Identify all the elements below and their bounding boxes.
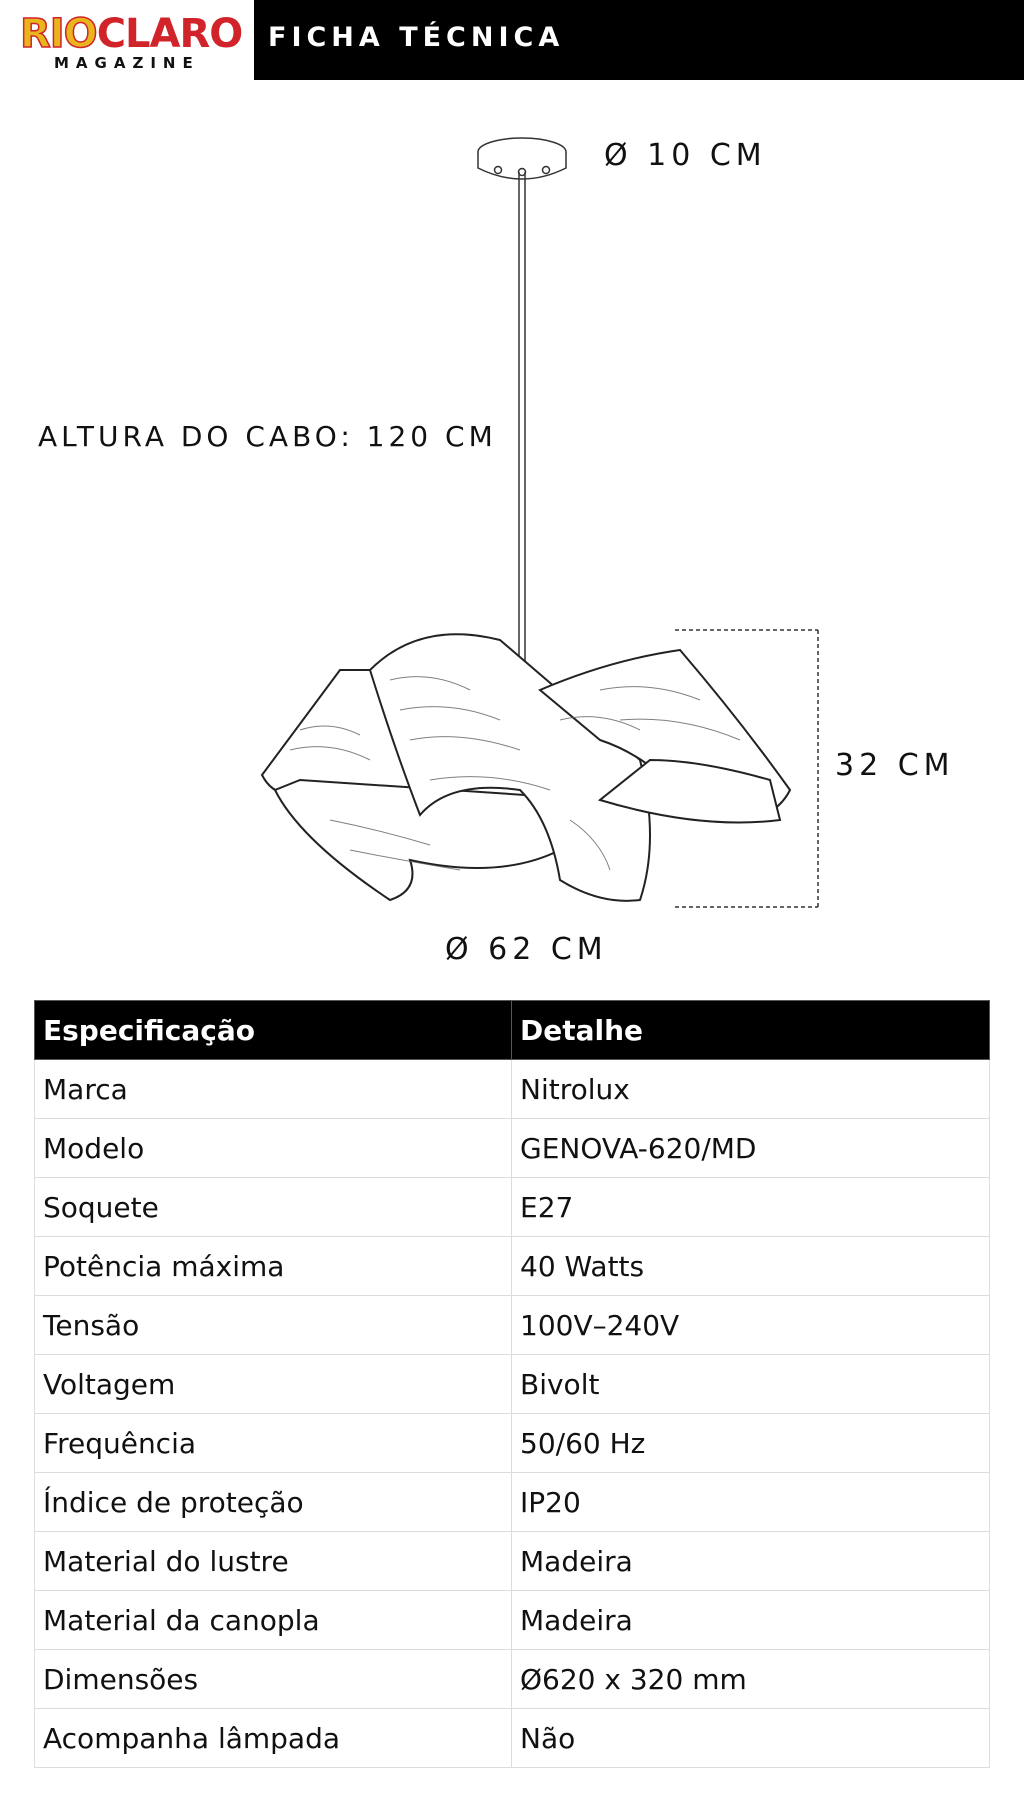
logo-subtitle: MAGAZINE xyxy=(54,54,200,72)
spec-label: Tensão xyxy=(35,1296,512,1355)
spec-value: Madeira xyxy=(512,1591,990,1650)
table-row xyxy=(35,1591,990,1650)
spec-value: IP20 xyxy=(512,1473,990,1532)
header xyxy=(0,0,1024,80)
table-row xyxy=(35,1709,990,1768)
page-title: FICHA TÉCNICA xyxy=(268,22,565,53)
spec-label: Voltagem xyxy=(35,1355,512,1414)
spec-value: GENOVA-620/MD xyxy=(512,1119,990,1178)
spec-label: Marca xyxy=(35,1060,512,1119)
cable xyxy=(519,172,525,670)
lamp-illustration xyxy=(0,80,1024,980)
spec-label: Frequência xyxy=(35,1414,512,1473)
table-row xyxy=(35,1237,990,1296)
spec-label: Material da canopla xyxy=(35,1591,512,1650)
shade-height-label: 32 CM xyxy=(835,748,955,783)
table-row xyxy=(35,1355,990,1414)
shade-diameter-label: Ø 62 CM xyxy=(445,932,608,967)
spec-label: Potência máxima xyxy=(35,1237,512,1296)
table-row xyxy=(35,1532,990,1591)
table-row xyxy=(35,1473,990,1532)
spec-label: Acompanha lâmpada xyxy=(35,1709,512,1768)
logo-wordmark xyxy=(20,12,242,56)
spec-table xyxy=(34,1000,990,1768)
table-row xyxy=(35,1296,990,1355)
logo-part-claro: CLARO xyxy=(96,11,243,57)
table-row xyxy=(35,1119,990,1178)
spec-value: Não xyxy=(512,1709,990,1768)
cable-height-label: ALTURA DO CABO: 120 CM xyxy=(38,420,497,453)
logo-part-rio: RIO xyxy=(20,11,97,57)
column-header-specification: Especificação xyxy=(35,1001,512,1060)
brand-logo[interactable] xyxy=(0,0,254,80)
spec-label: Material do lustre xyxy=(35,1532,512,1591)
lamp-shade xyxy=(262,634,790,901)
spec-value: 50/60 Hz xyxy=(512,1414,990,1473)
spec-value: Ø620 x 320 mm xyxy=(512,1650,990,1709)
spec-table-header xyxy=(35,1001,990,1060)
spec-value: 100V–240V xyxy=(512,1296,990,1355)
canopy-icon xyxy=(478,138,566,179)
spec-value: Madeira xyxy=(512,1532,990,1591)
spec-value: Nitrolux xyxy=(512,1060,990,1119)
table-row xyxy=(35,1650,990,1709)
spec-label: Índice de proteção xyxy=(35,1473,512,1532)
spec-label: Modelo xyxy=(35,1119,512,1178)
table-row xyxy=(35,1178,990,1237)
table-row xyxy=(35,1414,990,1473)
spec-value: E27 xyxy=(512,1178,990,1237)
spec-label: Soquete xyxy=(35,1178,512,1237)
spec-value: 40 Watts xyxy=(512,1237,990,1296)
spec-value: Bivolt xyxy=(512,1355,990,1414)
canopy-diameter-label: Ø 10 CM xyxy=(604,138,767,173)
table-row xyxy=(35,1060,990,1119)
column-header-detail: Detalhe xyxy=(512,1001,990,1060)
spec-label: Dimensões xyxy=(35,1650,512,1709)
